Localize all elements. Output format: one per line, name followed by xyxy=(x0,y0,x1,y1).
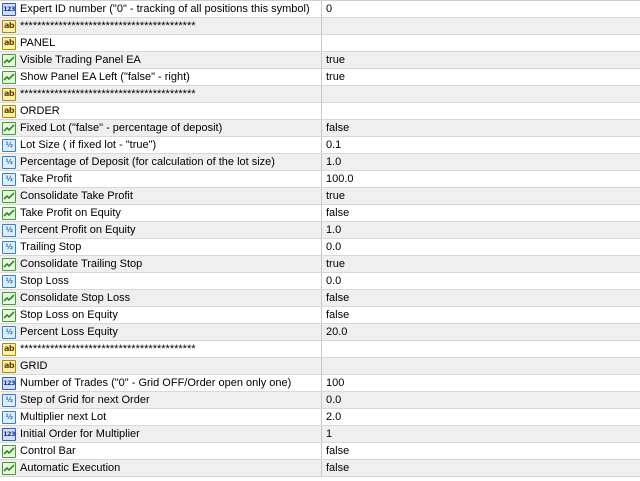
parameter-name-cell xyxy=(0,392,322,408)
boolean-type-icon xyxy=(2,462,16,475)
parameter-name-cell xyxy=(0,205,322,221)
string-type-icon: ab xyxy=(2,88,16,101)
parameter-name-cell xyxy=(0,256,322,272)
parameter-name-cell xyxy=(0,290,322,306)
parameter-name: Consolidate Trailing Stop xyxy=(20,258,143,270)
parameter-row[interactable] xyxy=(0,426,640,443)
parameter-value[interactable]: 20.0 xyxy=(326,326,348,338)
double-type-icon: ½ xyxy=(2,173,16,186)
parameter-value[interactable]: 0 xyxy=(326,3,333,15)
parameter-name-cell xyxy=(0,120,322,136)
parameter-value[interactable]: 2.0 xyxy=(326,411,342,423)
parameter-value[interactable]: 1.0 xyxy=(326,224,342,236)
double-type-icon: ½ xyxy=(2,394,16,407)
parameter-name: Trailing Stop xyxy=(20,241,82,253)
parameter-name-cell xyxy=(0,154,322,170)
parameter-name-cell xyxy=(0,460,322,476)
parameter-value[interactable] xyxy=(322,341,640,357)
parameter-row[interactable] xyxy=(0,1,640,18)
parameter-value[interactable]: false xyxy=(326,207,350,219)
parameter-row[interactable] xyxy=(0,120,640,137)
parameter-name: Visible Trading Panel EA xyxy=(20,54,141,66)
parameter-name: Fixed Lot ("false" - percentage of deposit) xyxy=(20,122,223,134)
parameter-name: Control Bar xyxy=(20,445,76,457)
parameter-name-cell xyxy=(0,69,322,85)
string-type-icon: ab xyxy=(2,105,16,118)
parameter-name-cell xyxy=(0,273,322,289)
parameter-value[interactable]: 1.0 xyxy=(326,156,342,168)
string-type-icon: ab xyxy=(2,20,16,33)
parameter-name: Step of Grid for next Order xyxy=(20,394,150,406)
parameter-name-cell xyxy=(0,358,322,374)
integer-type-icon: 123 xyxy=(2,3,16,16)
parameter-name-cell xyxy=(0,341,322,357)
parameter-value[interactable]: 1 xyxy=(326,428,333,440)
parameter-value[interactable]: false xyxy=(326,445,350,457)
parameter-row[interactable] xyxy=(0,290,640,307)
boolean-type-icon xyxy=(2,122,16,135)
parameter-value[interactable]: 0.0 xyxy=(326,275,342,287)
string-type-icon: ab xyxy=(2,360,16,373)
parameter-value[interactable]: true xyxy=(326,258,345,270)
parameter-name: Consolidate Stop Loss xyxy=(20,292,131,304)
parameter-value[interactable] xyxy=(322,18,640,34)
string-type-icon: ab xyxy=(2,343,16,356)
parameter-row[interactable] xyxy=(0,273,640,290)
parameter-name: Expert ID number ("0" - tracking of all positions this symbol) xyxy=(20,3,310,15)
parameter-row[interactable] xyxy=(0,358,640,375)
parameter-name: Multiplier next Lot xyxy=(20,411,107,423)
parameter-value[interactable]: true xyxy=(326,54,345,66)
parameter-value[interactable]: false xyxy=(326,122,350,134)
boolean-type-icon xyxy=(2,190,16,203)
double-type-icon: ½ xyxy=(2,411,16,424)
parameter-row[interactable] xyxy=(0,52,640,69)
double-type-icon: ½ xyxy=(2,241,16,254)
parameter-name-cell xyxy=(0,375,322,391)
parameter-value[interactable]: 0.0 xyxy=(326,394,342,406)
parameter-name: Take Profit xyxy=(20,173,72,185)
parameter-row[interactable] xyxy=(0,324,640,341)
parameter-name: PANEL xyxy=(20,37,56,49)
parameter-name-cell xyxy=(0,1,322,17)
double-type-icon: ½ xyxy=(2,275,16,288)
parameter-row[interactable] xyxy=(0,69,640,86)
parameter-name-cell xyxy=(0,239,322,255)
parameter-name: Take Profit on Equity xyxy=(20,207,121,219)
parameter-value[interactable]: 0.0 xyxy=(326,241,342,253)
parameter-row[interactable] xyxy=(0,103,640,120)
parameter-value[interactable]: false xyxy=(326,309,350,321)
string-type-icon: ab xyxy=(2,37,16,50)
parameter-row[interactable] xyxy=(0,409,640,426)
parameter-row[interactable] xyxy=(0,35,640,52)
parameter-value[interactable]: false xyxy=(326,462,350,474)
parameter-name-cell xyxy=(0,86,322,102)
boolean-type-icon xyxy=(2,207,16,220)
parameter-name: ***************************************** xyxy=(20,343,196,355)
parameter-value[interactable] xyxy=(322,103,640,119)
parameter-name-cell xyxy=(0,18,322,34)
parameter-name: Percentage of Deposit (for calculation of the lot size) xyxy=(20,156,275,168)
parameter-row[interactable] xyxy=(0,188,640,205)
boolean-type-icon xyxy=(2,54,16,67)
parameter-name-cell xyxy=(0,103,322,119)
parameter-name-cell xyxy=(0,52,322,68)
boolean-type-icon xyxy=(2,258,16,271)
integer-type-icon: 123 xyxy=(2,377,16,390)
parameter-value[interactable] xyxy=(322,358,640,374)
parameter-row[interactable] xyxy=(0,205,640,222)
parameter-name: Number of Trades ("0" - Grid OFF/Order open only one) xyxy=(20,377,292,389)
double-type-icon: ½ xyxy=(2,326,16,339)
parameter-row[interactable] xyxy=(0,137,640,154)
parameter-name: GRID xyxy=(20,360,48,372)
parameter-name: ***************************************** xyxy=(20,88,196,100)
parameter-name: Automatic Execution xyxy=(20,462,121,474)
parameter-row[interactable] xyxy=(0,392,640,409)
boolean-type-icon xyxy=(2,309,16,322)
parameter-name-cell xyxy=(0,307,322,323)
parameter-name: Lot Size ( if fixed lot - "true") xyxy=(20,139,157,151)
parameter-name-cell xyxy=(0,171,322,187)
parameter-name-cell xyxy=(0,188,322,204)
parameter-row[interactable] xyxy=(0,222,640,239)
parameter-row[interactable] xyxy=(0,86,640,103)
parameter-name: Consolidate Take Profit xyxy=(20,190,133,202)
double-type-icon: ½ xyxy=(2,139,16,152)
parameter-name: Percent Profit on Equity xyxy=(20,224,136,236)
parameter-row[interactable] xyxy=(0,18,640,35)
parameter-value[interactable]: 100 xyxy=(326,377,345,389)
parameter-value[interactable] xyxy=(322,86,640,102)
parameter-row[interactable] xyxy=(0,460,640,477)
double-type-icon: ½ xyxy=(2,156,16,169)
parameter-name-cell xyxy=(0,137,322,153)
double-type-icon: ½ xyxy=(2,224,16,237)
parameter-name-cell xyxy=(0,426,322,442)
parameter-name: Initial Order for Multiplier xyxy=(20,428,140,440)
parameter-name: Percent Loss Equity xyxy=(20,326,118,338)
parameter-name-cell xyxy=(0,409,322,425)
parameter-value[interactable] xyxy=(322,35,640,51)
parameter-name: ***************************************** xyxy=(20,20,196,32)
boolean-type-icon xyxy=(2,292,16,305)
parameter-name: ORDER xyxy=(20,105,60,117)
parameter-name-cell xyxy=(0,324,322,340)
boolean-type-icon xyxy=(2,445,16,458)
parameter-row[interactable] xyxy=(0,256,640,273)
parameter-value[interactable]: true xyxy=(326,190,345,202)
parameter-value[interactable]: true xyxy=(326,71,345,83)
parameter-name: Stop Loss xyxy=(20,275,69,287)
integer-type-icon: 123 xyxy=(2,428,16,441)
parameter-row[interactable] xyxy=(0,154,640,171)
parameter-name-cell xyxy=(0,35,322,51)
parameter-value[interactable]: false xyxy=(326,292,350,304)
parameter-name-cell xyxy=(0,222,322,238)
parameter-row[interactable] xyxy=(0,171,640,188)
parameter-name: Stop Loss on Equity xyxy=(20,309,118,321)
parameter-value[interactable]: 100.0 xyxy=(326,173,354,185)
parameter-row[interactable] xyxy=(0,375,640,392)
parameter-row[interactable] xyxy=(0,341,640,358)
parameter-row[interactable] xyxy=(0,307,640,324)
parameter-name-cell xyxy=(0,443,322,459)
parameter-name: Show Panel EA Left ("false" - right) xyxy=(20,71,190,83)
parameter-row[interactable] xyxy=(0,239,640,256)
boolean-type-icon xyxy=(2,71,16,84)
parameter-value[interactable]: 0.1 xyxy=(326,139,342,151)
parameter-row[interactable] xyxy=(0,443,640,460)
